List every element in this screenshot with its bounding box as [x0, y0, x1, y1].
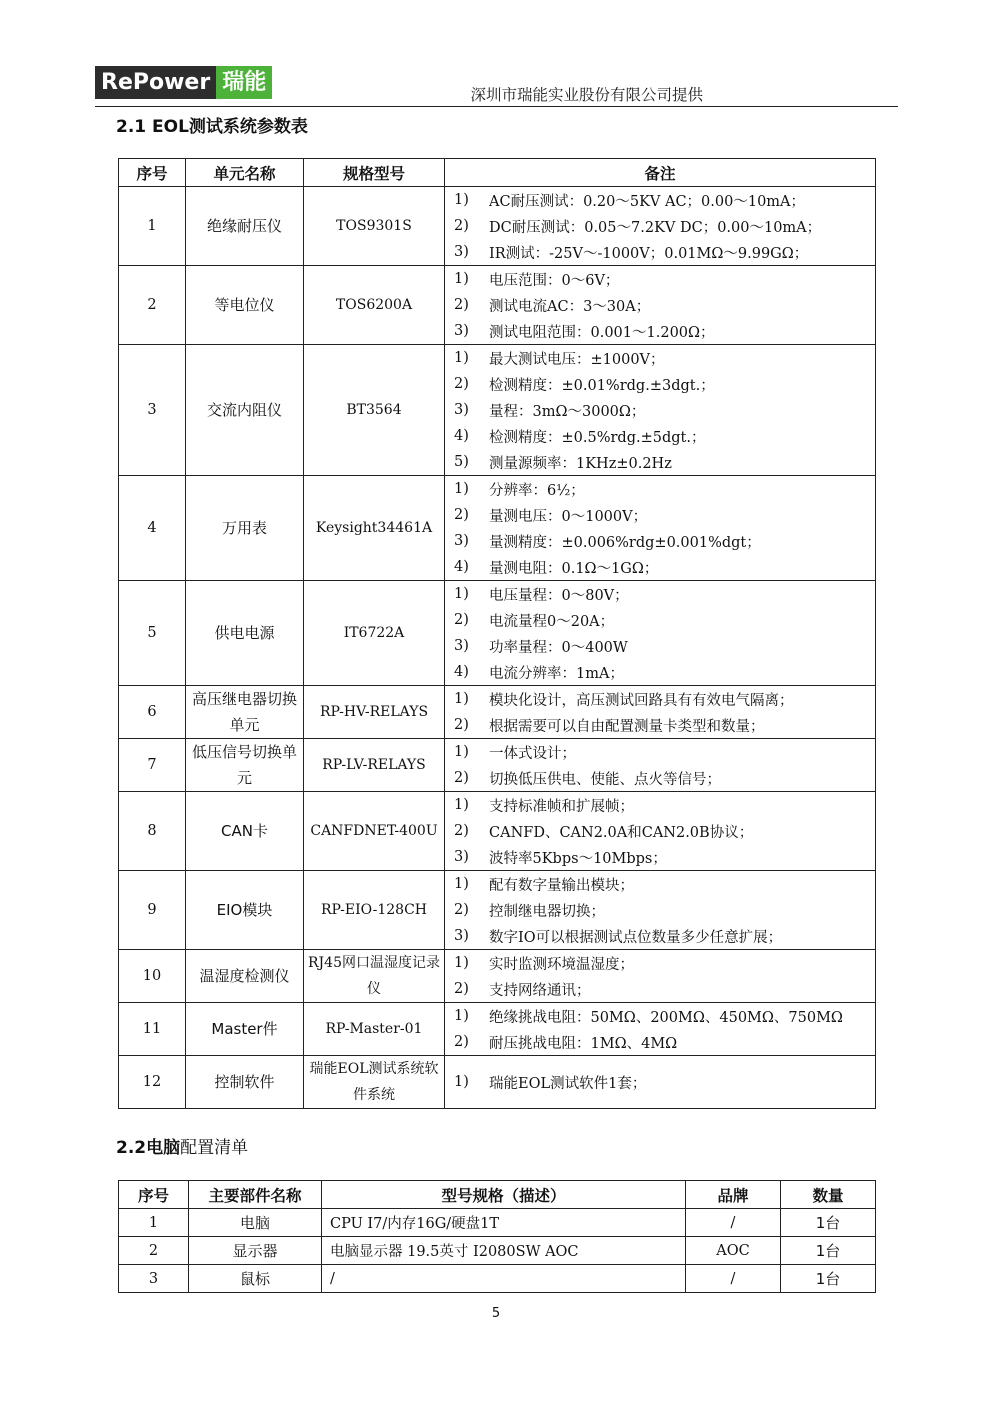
remark-index: 1): [454, 797, 469, 813]
col-header-remarks: 备注: [445, 159, 876, 187]
remark-index: 3): [454, 244, 469, 260]
remark-line: [445, 554, 875, 580]
remark-line: [445, 528, 875, 554]
cell-model: RP-HV-RELAYS: [304, 686, 445, 739]
cell-unit-name: 等电位仪: [186, 266, 304, 345]
table-row: [119, 792, 876, 871]
cell-no: 6: [119, 686, 186, 739]
remark-text: 配有数字量输出模块；: [489, 877, 634, 894]
cell-quantity: 1台: [781, 1209, 876, 1237]
cell-model: IT6722A: [304, 581, 445, 686]
cell-quantity: 1台: [781, 1265, 876, 1293]
remark-line: [445, 739, 875, 765]
cell-no: 4: [119, 476, 186, 581]
remark-index: 1): [454, 350, 469, 366]
remark-index: 1): [454, 192, 469, 208]
cell-quantity: 1台: [781, 1237, 876, 1265]
cell-brand: AOC: [686, 1237, 781, 1265]
cell-component: 显示器: [189, 1237, 322, 1265]
section-title-eol: 2.1 EOL测试系统参数表: [116, 117, 308, 137]
col-header-spec: 型号规格（描述）: [322, 1181, 686, 1209]
cell-spec: 电脑显示器 19.5英寸 I2080SW AOC: [322, 1237, 686, 1265]
cell-no: 5: [119, 581, 186, 686]
cell-unit-name: 控制软件: [186, 1056, 304, 1109]
cell-remarks: [445, 739, 876, 792]
page-header: [95, 66, 898, 108]
cell-unit-name: CAN卡: [186, 792, 304, 871]
cell-remarks: [445, 581, 876, 686]
logo-text-cn: 瑞能: [216, 66, 272, 99]
table-row: [119, 739, 876, 792]
table-row: [119, 871, 876, 950]
table-row: [119, 476, 876, 581]
cell-spec: /: [322, 1265, 686, 1293]
remark-text: 电压量程：0～80V；: [489, 587, 629, 604]
cell-unit-name: 低压信号切换单元: [186, 739, 304, 792]
header-divider: [95, 106, 898, 107]
remark-line: [445, 923, 875, 949]
remark-text: 测量源频率：1KHz±0.2Hz: [489, 455, 672, 472]
remark-index: 2): [454, 717, 469, 733]
remark-text: 耐压挑战电阻：1MΩ、4MΩ: [489, 1035, 678, 1052]
remark-line: [445, 213, 875, 239]
remark-text: 切换低压供电、使能、点火等信号；: [489, 771, 721, 788]
cell-model: RP-Master-01: [304, 1003, 445, 1056]
remark-text: 电流分辨率：1mA；: [489, 665, 624, 682]
remark-text: 实时监测环境温湿度；: [489, 956, 634, 973]
cell-no: 2: [119, 266, 186, 345]
cell-unit-name: 高压继电器切换单元: [186, 686, 304, 739]
cell-model: RP-LV-RELAYS: [304, 739, 445, 792]
cell-brand: /: [686, 1265, 781, 1293]
remark-line: [445, 423, 875, 449]
remark-text: 测试电流AC：3～30A；: [489, 298, 651, 315]
remark-text: 瑞能EOL测试软件1套；: [489, 1075, 647, 1092]
remark-index: 1): [454, 955, 469, 971]
remark-line: [445, 239, 875, 265]
remark-index: 3): [454, 402, 469, 418]
cell-model: TOS9301S: [304, 187, 445, 266]
cell-model: RJ45网口温湿度记录仪: [304, 950, 445, 1003]
remark-line: [445, 1029, 875, 1055]
remark-index: 4): [454, 428, 469, 444]
remark-text: 支持网络通讯；: [489, 982, 591, 999]
remark-text: 电流量程0～20A；: [489, 613, 615, 630]
remark-line: [445, 818, 875, 844]
cell-no: 2: [119, 1237, 189, 1265]
remark-line: [445, 476, 875, 502]
remark-index: 2): [454, 297, 469, 313]
remark-text: CANFD、CAN2.0A和CAN2.0B协议；: [489, 824, 754, 841]
col-header-quantity: 数量: [781, 1181, 876, 1209]
remark-line: [445, 371, 875, 397]
remark-line: [445, 502, 875, 528]
section-title-computer: [116, 1133, 248, 1158]
remark-text: 波特率5Kbps～10Mbps；: [489, 850, 667, 867]
remark-line: [445, 765, 875, 791]
remark-line: [445, 686, 875, 712]
remark-line: [445, 449, 875, 475]
table-header-row: [119, 1181, 876, 1209]
cell-unit-name: 交流内阻仪: [186, 345, 304, 476]
cell-model: BT3564: [304, 345, 445, 476]
cell-model: CANFDNET-400U: [304, 792, 445, 871]
cell-no: 1: [119, 1209, 189, 1237]
remark-index: 2): [454, 612, 469, 628]
cell-model: Keysight34461A: [304, 476, 445, 581]
cell-unit-name: EIO模块: [186, 871, 304, 950]
remark-index: 3): [454, 533, 469, 549]
remark-text: 功率量程：0～400W: [489, 639, 628, 656]
remark-text: 电压范围：0～6V；: [489, 272, 620, 289]
remark-text: 支持标准帧和扩展帧；: [489, 798, 634, 815]
remark-line: [445, 607, 875, 633]
cell-model: RP-EIO-128CH: [304, 871, 445, 950]
cell-remarks: [445, 266, 876, 345]
table-row: [119, 1209, 876, 1237]
cell-component: 鼠标: [189, 1265, 322, 1293]
remark-line: [445, 633, 875, 659]
remark-index: 3): [454, 928, 469, 944]
remark-index: 1): [454, 271, 469, 287]
remark-text: 分辨率：6½；: [489, 482, 585, 499]
computer-config-table: [118, 1180, 876, 1293]
remark-index: 1): [454, 586, 469, 602]
cell-remarks: [445, 476, 876, 581]
remark-line: [445, 318, 875, 344]
table-row: [119, 187, 876, 266]
remark-line: [445, 397, 875, 423]
cell-remarks: [445, 345, 876, 476]
remark-text: IR测试：-25V～-1000V；0.01MΩ～9.99GΩ；: [489, 245, 809, 262]
remark-line: [445, 871, 875, 897]
cell-unit-name: Master件: [186, 1003, 304, 1056]
remark-index: 2): [454, 902, 469, 918]
col-header-model: 规格型号: [304, 159, 445, 187]
remark-line: [445, 345, 875, 371]
table-header-row: [119, 159, 876, 187]
section-title-computer-bold: 2.2电脑: [116, 1138, 181, 1158]
cell-no: 3: [119, 1265, 189, 1293]
table-row: [119, 1056, 876, 1109]
table-row: [119, 1237, 876, 1265]
cell-brand: /: [686, 1209, 781, 1237]
cell-no: 11: [119, 1003, 186, 1056]
remark-index: 1): [454, 1008, 469, 1024]
remark-text: 最大测试电压：±1000V；: [489, 351, 665, 368]
remark-text: 控制继电器切换；: [489, 903, 605, 920]
cell-remarks: [445, 950, 876, 1003]
cell-remarks: [445, 187, 876, 266]
eol-parameter-table: [118, 158, 876, 1109]
remark-index: 1): [454, 691, 469, 707]
repower-logo: [95, 66, 272, 99]
remark-text: DC耐压测试：0.05～7.2KV DC；0.00～10mA；: [489, 219, 822, 236]
cell-remarks: [445, 792, 876, 871]
table-row: [119, 1265, 876, 1293]
cell-model: TOS6200A: [304, 266, 445, 345]
remark-index: 1): [454, 481, 469, 497]
company-name: 深圳市瑞能实业股份有限公司提供: [470, 86, 703, 104]
cell-remarks: [445, 871, 876, 950]
remark-line: [445, 581, 875, 607]
table-row: [119, 950, 876, 1003]
remark-text: 根据需要可以自由配置测量卡类型和数量；: [489, 718, 765, 735]
remark-index: 2): [454, 218, 469, 234]
cell-remarks: [445, 1003, 876, 1056]
cell-no: 10: [119, 950, 186, 1003]
remark-index: 1): [454, 1074, 469, 1090]
remark-text: 量测电阻：0.1Ω～1GΩ；: [489, 560, 659, 577]
remark-line: [445, 187, 875, 213]
table-row: [119, 581, 876, 686]
remark-index: 2): [454, 507, 469, 523]
col-header-brand: 品牌: [686, 1181, 781, 1209]
remark-index: 2): [454, 376, 469, 392]
cell-unit-name: 万用表: [186, 476, 304, 581]
cell-no: 1: [119, 187, 186, 266]
remark-text: 模块化设计，高压测试回路具有有效电气隔离；: [489, 692, 794, 709]
cell-no: 7: [119, 739, 186, 792]
remark-line: [445, 792, 875, 818]
cell-model: 瑞能EOL测试系统软件系统: [304, 1056, 445, 1109]
cell-no: 12: [119, 1056, 186, 1109]
cell-unit-name: 供电电源: [186, 581, 304, 686]
cell-no: 3: [119, 345, 186, 476]
remark-line: [445, 976, 875, 1002]
remark-line: [445, 266, 875, 292]
cell-unit-name: 绝缘耐压仪: [186, 187, 304, 266]
remark-index: 3): [454, 849, 469, 865]
cell-no: 9: [119, 871, 186, 950]
page-number: 5: [491, 1306, 501, 1321]
remark-index: 4): [454, 559, 469, 575]
section-title-computer-rest: 配置清单: [180, 1138, 249, 1158]
remark-text: 量测精度：±0.006%rdg±0.001%dgt；: [489, 534, 761, 551]
remark-index: 3): [454, 638, 469, 654]
cell-spec: CPU I7/内存16G/硬盘1T: [322, 1209, 686, 1237]
remark-text: 量测电压：0～1000V；: [489, 508, 648, 525]
table-row: [119, 1003, 876, 1056]
cell-remarks: [445, 1056, 876, 1109]
remark-line: [445, 844, 875, 870]
remark-index: 4): [454, 664, 469, 680]
remark-text: 检测精度：±0.01%rdg.±3dgt.；: [489, 377, 715, 394]
remark-line: [445, 1069, 875, 1095]
remark-text: 量程：3mΩ～3000Ω；: [489, 403, 646, 420]
col-header-component: 主要部件名称: [189, 1181, 322, 1209]
col-header-no: 序号: [119, 159, 186, 187]
remark-index: 1): [454, 876, 469, 892]
logo-text-en: RePower: [95, 66, 216, 99]
remark-index: 2): [454, 1034, 469, 1050]
remark-text: 测试电阻范围：0.001～1.200Ω；: [489, 324, 715, 341]
cell-component: 电脑: [189, 1209, 322, 1237]
remark-text: 绝缘挑战电阻：50MΩ、200MΩ、450MΩ、750MΩ: [489, 1009, 843, 1026]
remark-index: 2): [454, 823, 469, 839]
remark-index: 5): [454, 454, 469, 470]
remark-line: [445, 712, 875, 738]
remark-line: [445, 950, 875, 976]
remark-line: [445, 897, 875, 923]
table-row: [119, 345, 876, 476]
cell-unit-name: 温湿度检测仪: [186, 950, 304, 1003]
remark-index: 2): [454, 981, 469, 997]
col-header-unit-name: 单元名称: [186, 159, 304, 187]
remark-index: 3): [454, 323, 469, 339]
remark-text: 一体式设计；: [489, 745, 576, 762]
cell-remarks: [445, 686, 876, 739]
table-row: [119, 266, 876, 345]
remark-index: 2): [454, 770, 469, 786]
remark-line: [445, 292, 875, 318]
remark-line: [445, 659, 875, 685]
remark-line: [445, 1003, 875, 1029]
table-row: [119, 686, 876, 739]
col-header-no: 序号: [119, 1181, 189, 1209]
remark-text: 检测精度：±0.5%rdg.±5dgt.；: [489, 429, 706, 446]
remark-text: 数字IO可以根据测试点位数量多少任意扩展；: [489, 929, 783, 946]
remark-index: 1): [454, 744, 469, 760]
remark-text: AC耐压测试：0.20～5KV AC；0.00～10mA；: [489, 193, 806, 210]
cell-no: 8: [119, 792, 186, 871]
